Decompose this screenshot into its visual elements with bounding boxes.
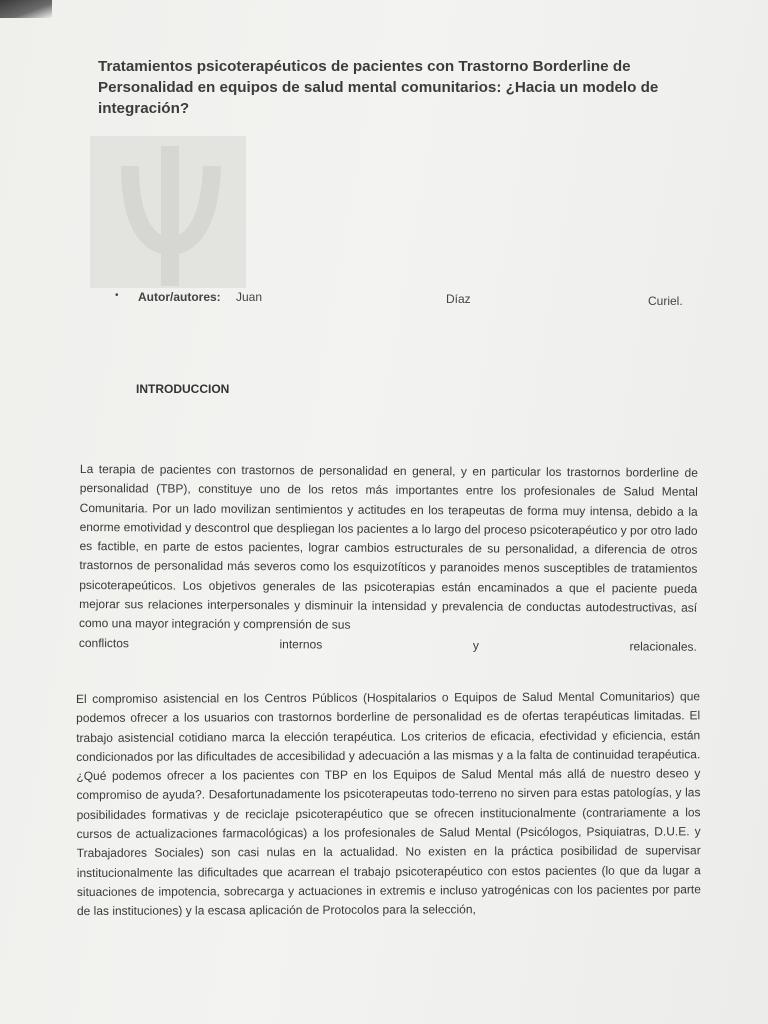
last-line-word: relacionales. (629, 639, 697, 654)
last-line-word: y (472, 638, 479, 653)
last-line-word: conflictos (78, 635, 129, 650)
paragraph-last-line (79, 634, 697, 657)
psi-logo-watermark (90, 136, 246, 288)
author-name-last: Curiel. (648, 294, 683, 308)
paragraph-text: La terapia de pacientes con trastornos de personalidad en general, y en particular los trastornos borderline de personalidad (TBP), constituye uno de los retos más importantes entre los profesionales de Salud Mental Comunitaria. Por un lado movilizan sentimientos y actitudes en los terapeutas de forma muy intensa, debido a la enorme emotividad y descontrol que despliegan los pacientes a lo largo del proceso psicoterapéutico y por otro lado es factible, en parte de estos pacientes, lograr cambios estructurales de su personalidad, a diferencia de otros trastornos de personalidad más severos como los esquizotíticos y paranoides menos susceptibles de tratamientos psicoterapeúticos. Los objetivos generales de las psicoterapias están encaminados a que el paciente pueda mejorar sus relaciones interpersonales y disminuir la intensidad y prevalencia de conductas autodestructivas, así como una mayor integración y comprensión de sus (78, 461, 698, 633)
authors-line (0, 288, 768, 310)
paragraph-compromiso: El compromiso asistencial en los Centros Públicos (Hospitalarios o Equipos de Salud Mental Comunitarios) que podemos ofrecer a los usuarios con trastornos borderline de personalidad es de ofertas terapéuticas limitadas. El trabajo asistencial cotidiano marca la elección terapéutica. Los criterios de eficacia, efectividad y eficiencia, están condicionados por las dificultades de accesibilidad y adecuación a las mismas y a la falta de continuidad terapéutica. ¿Qué podemos ofrecer a los pacientes con TBP en los Equipos de Salud Mental más allá de nuestro deseo y compromiso de ayuda?. Desafortunadamente los psicoterapeutas todo-terreno no sirven para estas patologías, y las posibilidades formativas y de reciclaje psicoterapéutico que se ofrecen institucionalmente (contrariamente a los cursos de actualizaciones farmacológicas) a los profesionales de Salud Mental (Psicólogos, Psiquiatras, D.U.E. y Trabajadores Sociales) son casi nulas en la actualidad. No existen en la práctica posibilidad de supervisar institucionalmente las dificultades que acarrean el trabajo psicoterapéutico con estos pacientes (lo que da lugar a situaciones de impotencia, sobrecarga y actuaciones in extremis e incluso yatrogénicas con los pacientes por parte de las instituciones) y la escasa aplicación de Protocolos para la selección, (76, 689, 701, 919)
psi-icon (90, 136, 246, 288)
last-line-word: internos (279, 636, 323, 652)
paragraph-introduction (79, 460, 698, 657)
bullet: • (115, 290, 119, 301)
authors-label: Autor/autores: (138, 290, 221, 304)
author-name-first: Juan (236, 290, 263, 304)
document-title: Tratamientos psicoterapéuticos de pacientes con Trastorno Borderline de Personalidad en equipos de salud mental comunitarios: ¿Hacia un modelo de integración? (98, 58, 659, 117)
author-name-middle: Díaz (446, 292, 471, 306)
page-corner-shadow (0, 0, 52, 18)
section-heading: INTRODUCCION (136, 382, 230, 396)
